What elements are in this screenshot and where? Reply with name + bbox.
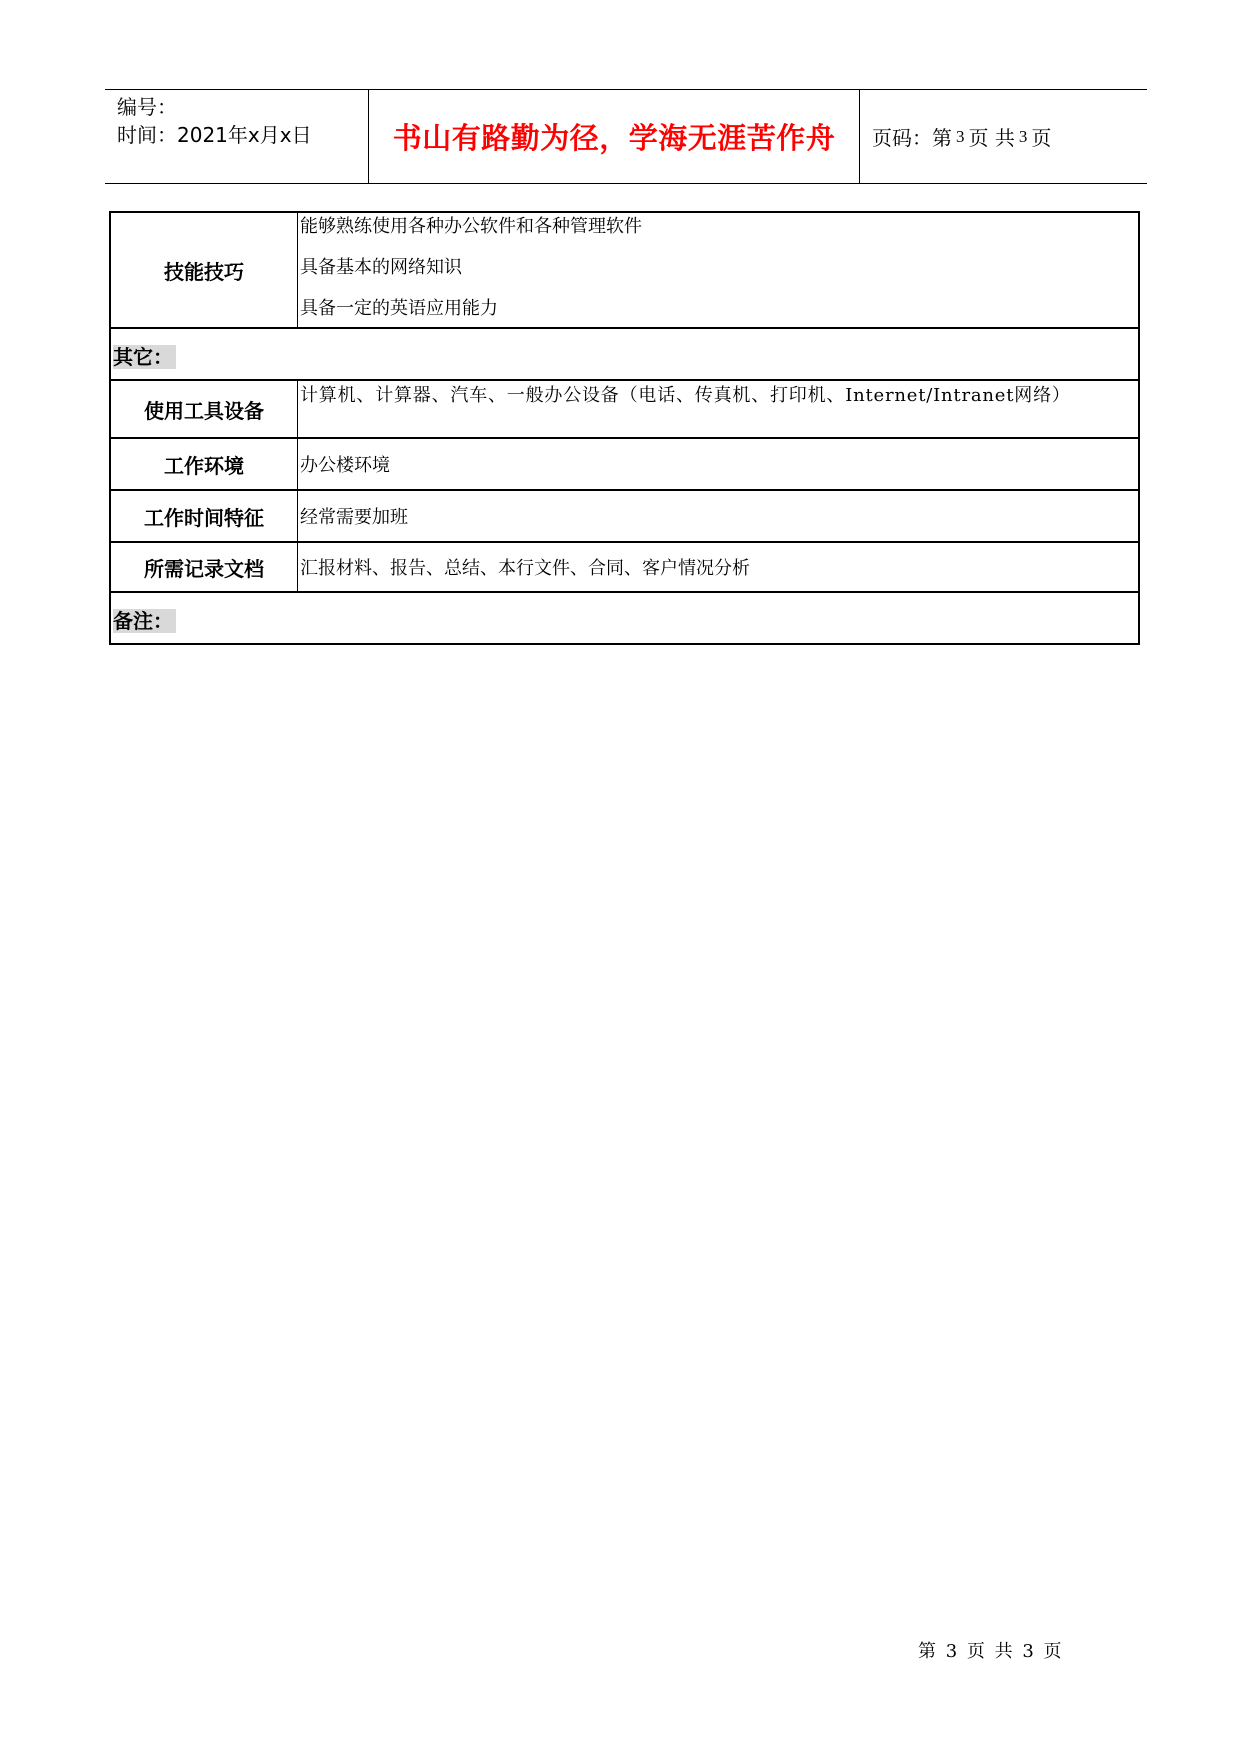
table-row-work-time: [111, 491, 1138, 543]
notes-cell: [111, 593, 1138, 643]
header-page-number: [860, 90, 1147, 183]
environment-label: 工作环境: [111, 439, 298, 489]
work-time-value: 经常需要加班: [300, 507, 408, 528]
notes-label: 备注：: [113, 609, 176, 633]
table-row-skills: [111, 213, 1138, 329]
environment-value: 办公楼环境: [300, 455, 390, 476]
page-mid: 页 共: [968, 126, 1015, 150]
job-description-table: [109, 211, 1140, 645]
header-motto: 书山有路勤为径，学海无涯苦作舟: [392, 121, 836, 155]
other-label: 其它：: [113, 345, 176, 369]
table-row-notes: [111, 593, 1138, 643]
skills-line-3: 具备一定的英语应用能力: [300, 298, 498, 319]
header-motto-cell: [369, 90, 860, 183]
skills-line-2: 具备基本的网络知识: [300, 257, 462, 278]
page-current: 3: [956, 126, 965, 146]
table-row-environment: [111, 439, 1138, 491]
page-header: [105, 89, 1147, 184]
table-row-records: [111, 543, 1138, 593]
records-value: 汇报材料、报告、总结、本行文件、合同、客户情况分析: [300, 558, 750, 579]
skills-label: 技能技巧: [111, 213, 298, 327]
page-total: 3: [1018, 126, 1028, 146]
page-suffix: 页: [1031, 126, 1052, 150]
page-footer: 第 3 页 共 3 页: [918, 1641, 1062, 1662]
tools-label: 使用工具设备: [111, 381, 298, 437]
document-time: 时间：2021年x月x日: [117, 123, 312, 147]
page-prefix: 页码：第: [872, 126, 952, 150]
records-label: 所需记录文档: [111, 543, 298, 591]
tools-value: 计算机、计算器、汽车、一般办公设备（电话、传真机、打印机、Internet/Intranet网络）: [300, 385, 1071, 406]
skills-value: [298, 213, 1138, 327]
work-time-label: 工作时间特征: [111, 491, 298, 541]
skills-line-1: 能够熟练使用各种办公软件和各种管理软件: [300, 216, 642, 237]
table-row-tools: [111, 381, 1138, 439]
document-number-label: 编号：: [117, 95, 177, 119]
other-cell: [111, 329, 1138, 379]
table-row-other: [111, 329, 1138, 381]
header-info: [105, 90, 369, 183]
